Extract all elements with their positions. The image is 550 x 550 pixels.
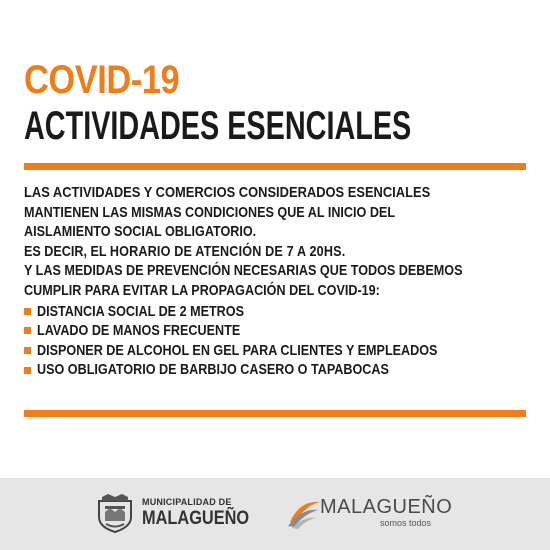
brand-name: MALAGUEÑO bbox=[320, 496, 453, 518]
municipality-label: MUNICIPALIDAD DE bbox=[142, 497, 232, 507]
bullet-item bbox=[24, 302, 534, 322]
title-actividades: ACTIVIDADES ESENCIALES bbox=[24, 104, 412, 148]
municipality-logo bbox=[96, 493, 266, 537]
bullet-item bbox=[24, 341, 534, 361]
bullet-text: DISTANCIA SOCIAL DE 2 METROS bbox=[37, 302, 244, 320]
municipal-shield-icon bbox=[96, 493, 134, 533]
body-line-4 bbox=[24, 242, 452, 262]
body-text bbox=[24, 183, 534, 380]
orange-square-icon bbox=[24, 367, 31, 374]
bullet-item bbox=[24, 360, 534, 380]
body-line-5: Y LAS MEDIDAS DE PREVENCIÓN NECESARIAS QUE TODOS DEBEMOS bbox=[24, 262, 463, 280]
body-line-2: MANTIENEN LAS MISMAS CONDICIONES QUE AL INICIO DEL bbox=[24, 203, 396, 221]
schedule-highlight: HORARIO DE ATENCIÓN DE 7 A 20HS. bbox=[109, 242, 346, 260]
bullet-item bbox=[24, 321, 534, 341]
brand-slogan: somos todos bbox=[380, 518, 432, 528]
swirl-logo-icon bbox=[286, 496, 324, 530]
municipality-name: MALAGUEÑO bbox=[142, 508, 250, 529]
body-line-4-prefix: ES DECIR, EL bbox=[24, 242, 110, 260]
title-covid: COVID-19 bbox=[24, 58, 180, 102]
orange-square-icon bbox=[24, 347, 31, 354]
bullet-text: DISPONER DE ALCOHOL EN GEL PARA CLIENTES Y EMPLEADOS bbox=[37, 341, 438, 359]
body-line-3: AISLAMIENTO SOCIAL OBLIGATORIO. bbox=[24, 223, 257, 241]
bullet-text: LAVADO DE MANOS FRECUENTE bbox=[37, 322, 241, 340]
orange-square-icon bbox=[24, 327, 31, 334]
divider-top bbox=[24, 163, 526, 170]
bullet-text: USO OBLIGATORIO DE BARBIJO CASERO O TAPABOCAS bbox=[37, 361, 389, 379]
bullet-list bbox=[24, 302, 534, 380]
body-line-6: CUMPLIR PARA EVITAR LA PROPAGACIÓN DEL COVID-19: bbox=[24, 281, 380, 299]
footer bbox=[0, 478, 550, 550]
divider-bottom bbox=[24, 410, 526, 417]
brand-logo bbox=[286, 490, 456, 536]
orange-square-icon bbox=[24, 308, 31, 315]
body-line-1: LAS ACTIVIDADES Y COMERCIOS CONSIDERADOS ESENCIALES bbox=[24, 184, 431, 201]
